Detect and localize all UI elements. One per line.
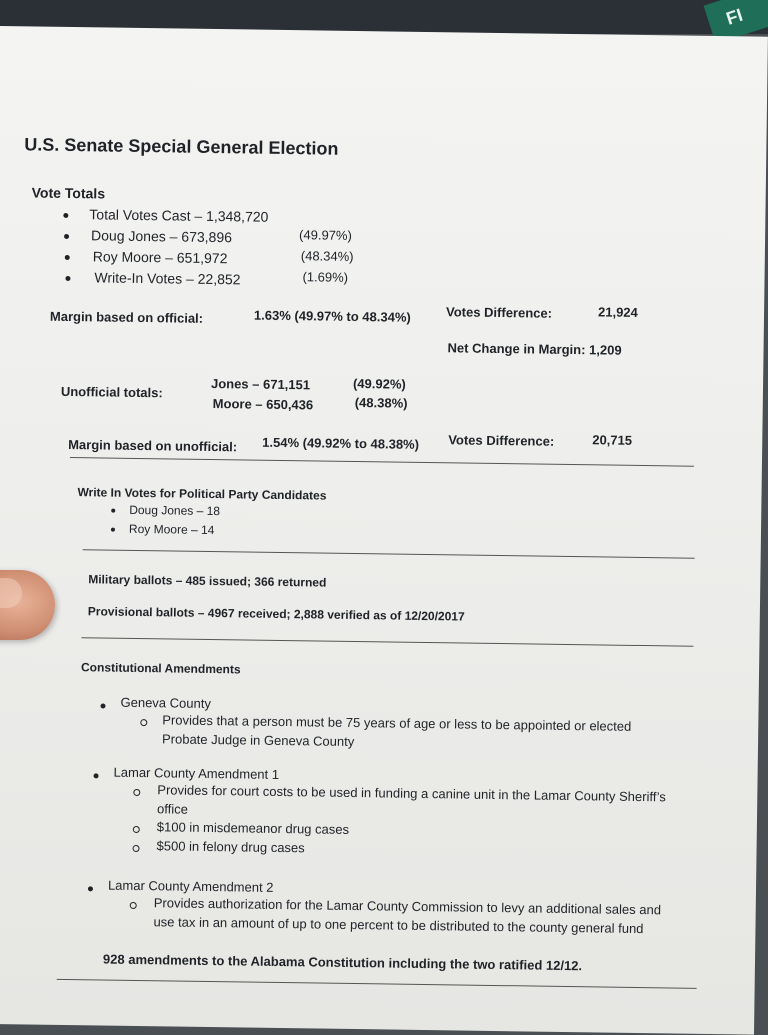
net-change-margin: Net Change in Margin: 1,209 — [447, 340, 622, 358]
corner-text: FI — [723, 4, 746, 29]
unofficial-margin-label: Margin based on unofficial: — [68, 436, 238, 455]
jones-votes: Doug Jones – 673,896 — [90, 227, 233, 246]
divider — [57, 979, 697, 989]
sub-bullet — [140, 719, 147, 726]
write-in-moore: Roy Moore – 14 — [128, 521, 215, 538]
lamar2-sub-line-1: Provides authorization for the Lamar County Commission to levy an additional sales and — [153, 895, 662, 918]
geneva-sub-line-1: Provides that a person must be 75 years of age or less to be appointed or elected — [162, 712, 632, 734]
lamar-amendment-2: Lamar County Amendment 2 — [107, 877, 274, 895]
unofficial-label: Unofficial totals: — [60, 383, 163, 401]
sub-bullet — [133, 789, 140, 796]
moore-pct: (48.34%) — [300, 248, 354, 264]
write-in-heading: Write In Votes for Political Party Candidates — [77, 485, 327, 503]
official-votes-diff-label: Votes Difference: — [445, 304, 553, 321]
divider — [81, 637, 693, 647]
divider — [83, 549, 695, 559]
bullet — [88, 886, 93, 891]
lamar1-felony: $500 in felony drug cases — [156, 838, 305, 856]
unofficial-moore-pct: (48.38%) — [354, 394, 408, 411]
unofficial-votes-diff-label: Votes Difference: — [448, 432, 555, 449]
sub-bullet — [130, 902, 137, 909]
bullet — [65, 276, 70, 281]
bullet — [64, 234, 69, 239]
vote-totals-heading: Vote Totals — [31, 184, 106, 202]
sub-bullet — [133, 826, 140, 833]
divider — [70, 457, 694, 467]
lamar1-misdemeanor: $100 in misdemeanor drug cases — [156, 819, 350, 837]
unofficial-margin-value: 1.54% (49.92% to 48.38%) — [262, 434, 420, 452]
sub-bullet — [132, 845, 139, 852]
unofficial-votes-diff: 20,715 — [592, 432, 633, 448]
unofficial-moore: Moore – 650,436 — [212, 396, 314, 413]
thumbnail-shine — [0, 578, 22, 608]
provisional-ballots: Provisional ballots – 4967 received; 2,888 verified as of 12/20/2017 — [87, 604, 465, 624]
bullet — [111, 509, 115, 513]
lamar2-sub-line-2: use tax in an amount of up to one percent to be distributed to the county general fund — [153, 914, 644, 937]
lamar-amendment-1: Lamar County Amendment 1 — [113, 764, 280, 782]
lamar1-sub-line-2: office — [156, 801, 189, 817]
official-margin-label: Margin based on official: — [49, 308, 204, 326]
bullet — [94, 773, 99, 778]
unofficial-jones-pct: (49.92%) — [352, 375, 406, 392]
bullet — [100, 703, 105, 708]
total-votes: Total Votes Cast – 1,348,720 — [89, 206, 269, 225]
amendments-footer: 928 amendments to the Alabama Constitution including the two ratified 12/12. — [102, 951, 583, 974]
geneva-county: Geneva County — [120, 694, 212, 712]
unofficial-jones: Jones – 671,151 — [210, 375, 311, 393]
document-page — [0, 26, 768, 1035]
military-ballots: Military ballots – 485 issued; 366 returned — [88, 572, 327, 590]
bullet — [65, 255, 70, 260]
jones-pct: (49.97%) — [299, 227, 352, 243]
amendments-heading: Constitutional Amendments — [80, 660, 241, 677]
write-in-jones: Doug Jones – 18 — [129, 502, 221, 519]
moore-votes: Roy Moore – 651,972 — [92, 248, 228, 267]
write-in-votes: Write-In Votes – 22,852 — [94, 269, 241, 288]
bullet — [63, 213, 68, 218]
lamar1-sub-line-1: Provides for court costs to be used in funding a canine unit in the Lamar County Sheriff’s — [157, 782, 666, 805]
geneva-sub-line-2: Probate Judge in Geneva County — [161, 731, 355, 750]
page-title: U.S. Senate Special General Election — [24, 134, 339, 159]
official-margin-value: 1.63% (49.97% to 48.34%) — [253, 307, 411, 325]
official-votes-diff: 21,924 — [597, 304, 638, 320]
write-in-pct: (1.69%) — [302, 269, 349, 285]
bullet — [111, 528, 115, 532]
